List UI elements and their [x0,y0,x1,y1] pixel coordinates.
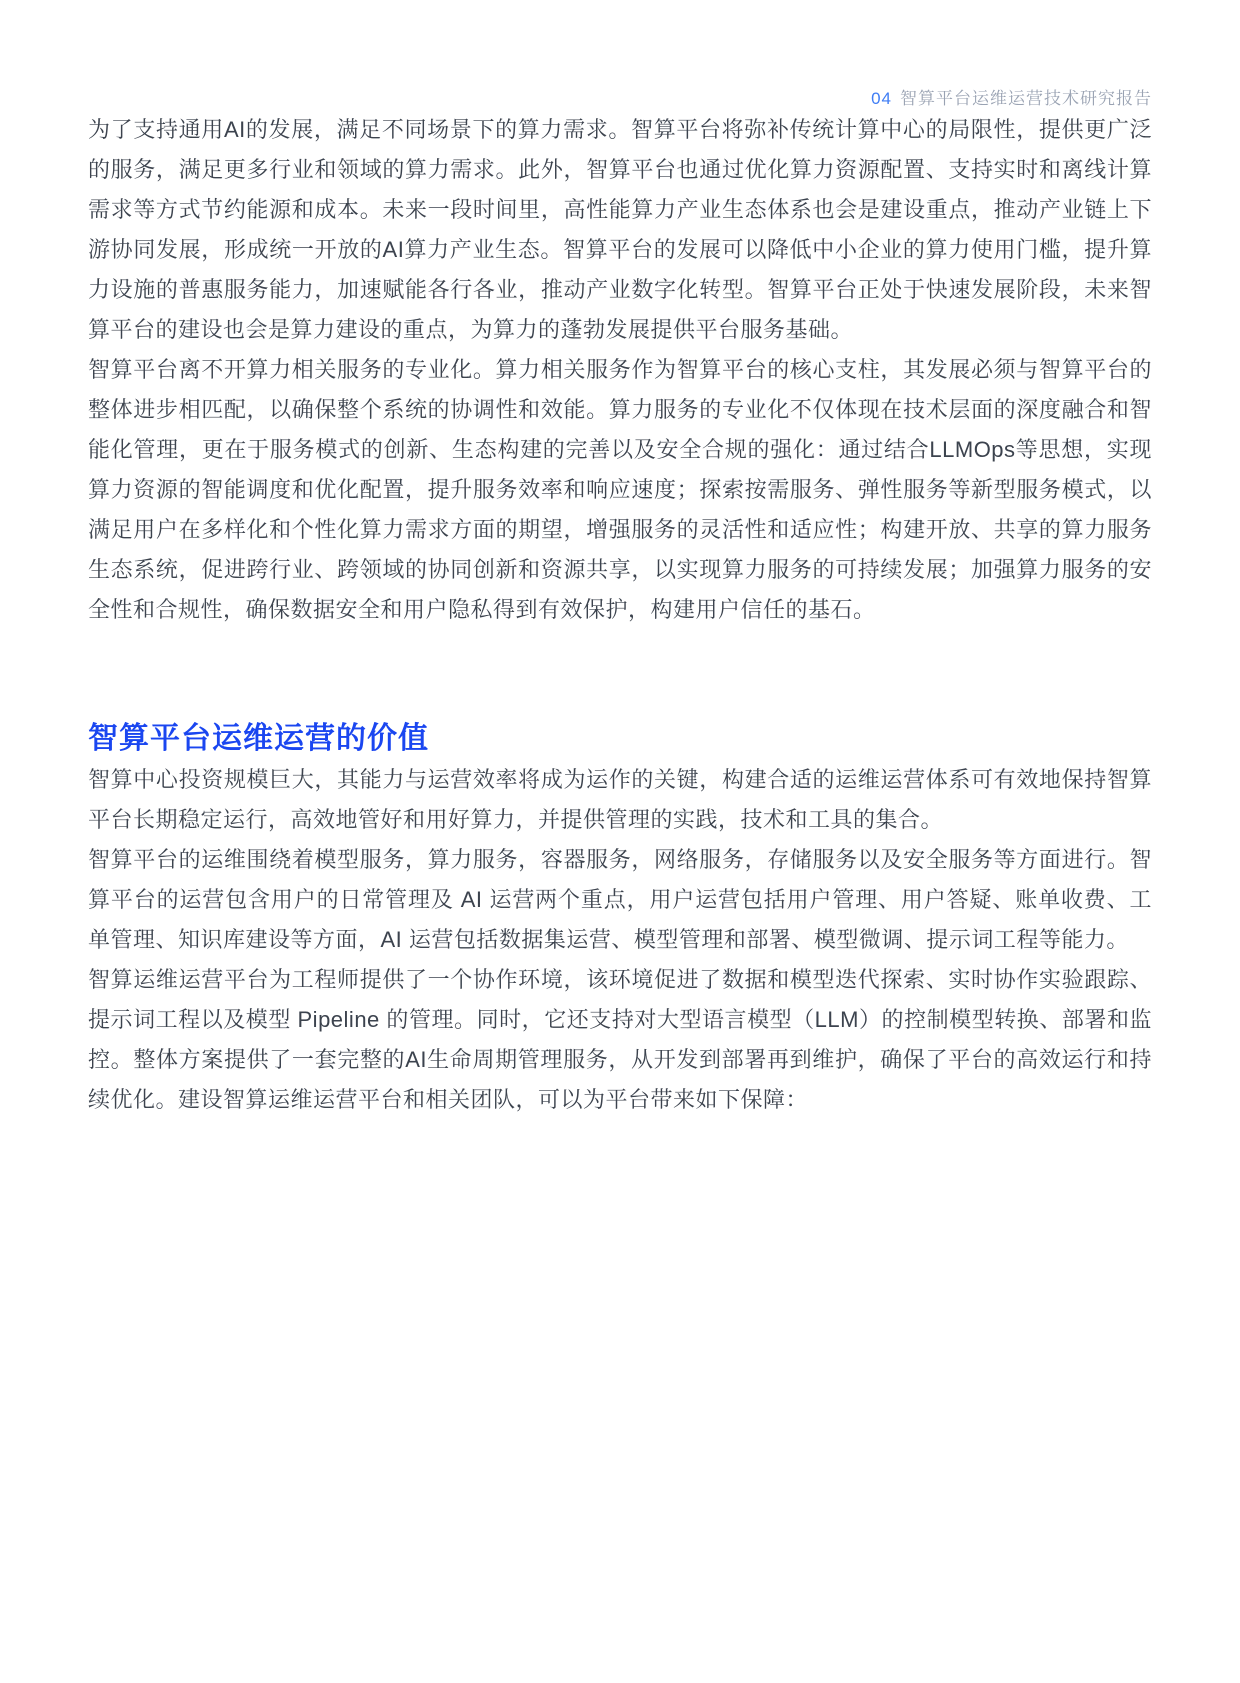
intro-paragraph-2: 智算平台离不开算力相关服务的专业化。算力相关服务作为智算平台的核心支柱，其发展必须与智算平台的整体进步相匹配，以确保整个系统的协调性和效能。算力服务的专业化不仅体现在技术层面的深度融合和智能化管理，更在于服务模式的创新、生态构建的完善以及安全合规的强化：通过结合LLMOps等思想，实现算力资源的智能调度和优化配置，提升服务效率和响应速度；探索按需服务、弹性服务等新型服务模式，以满足用户在多样化和个性化算力需求方面的期望，增强服务的灵活性和适应性；构建开放、共享的算力服务生态系统，促进跨行业、跨领域的协同创新和资源共享，以实现算力服务的可持续发展；加强算力服务的安全性和合规性，确保数据安全和用户隐私得到有效保护，构建用户信任的基石。 [88,357,1152,622]
document-body [88,110,1152,1120]
section-heading: 智算平台运维运营的价值 [88,722,429,755]
report-title: 智算平台运维运营技术研究报告 [900,89,1152,108]
section-paragraph-1: 智算中心投资规模巨大，其能力与运营效率将成为运作的关键，构建合适的运维运营体系可有效地保持智算平台长期稳定运行，高效地管好和用好算力，并提供管理的实践，技术和工具的集合。 [88,767,1152,832]
page-number: 04 [871,89,892,108]
section-paragraph-3: 智算运维运营平台为工程师提供了一个协作环境，该环境促进了数据和模型迭代探索、实时协作实验跟踪、提示词工程以及模型 Pipeline 的管理。同时，它还支持对大型语言模型（LLM）的控制模型转换、部署和监控。整体方案提供了一套完整的AI生命周期管理服务，从开发到部署再到维护，确保了平台的高效运行和持续优化。建设智算运维运营平台和相关团队，可以为平台带来如下保障： [88,967,1152,1112]
page-header [88,88,1152,110]
intro-paragraph-1: 为了支持通用AI的发展，满足不同场景下的算力需求。智算平台将弥补传统计算中心的局限性，提供更广泛的服务，满足更多行业和领域的算力需求。此外，智算平台也通过优化算力资源配置、支持实时和离线计算需求等方式节约能源和成本。未来一段时间里，高性能算力产业生态体系也会是建设重点，推动产业链上下游协同发展，形成统一开放的AI算力产业生态。智算平台的发展可以降低中小企业的算力使用门槛，提升算力设施的普惠服务能力，加速赋能各行各业，推动产业数字化转型。智算平台正处于快速发展阶段，未来智算平台的建设也会是算力建设的重点，为算力的蓬勃发展提供平台服务基础。 [88,117,1152,342]
section-paragraph-2: 智算平台的运维围绕着模型服务，算力服务，容器服务，网络服务，存储服务以及安全服务等方面进行。智算平台的运营包含用户的日常管理及 AI 运营两个重点，用户运营包括用户管理、用户答疑、账单收费、工单管理、知识库建设等方面，AI 运营包括数据集运营、模型管理和部署、模型微调、提示词工程等能力。 [88,847,1152,952]
